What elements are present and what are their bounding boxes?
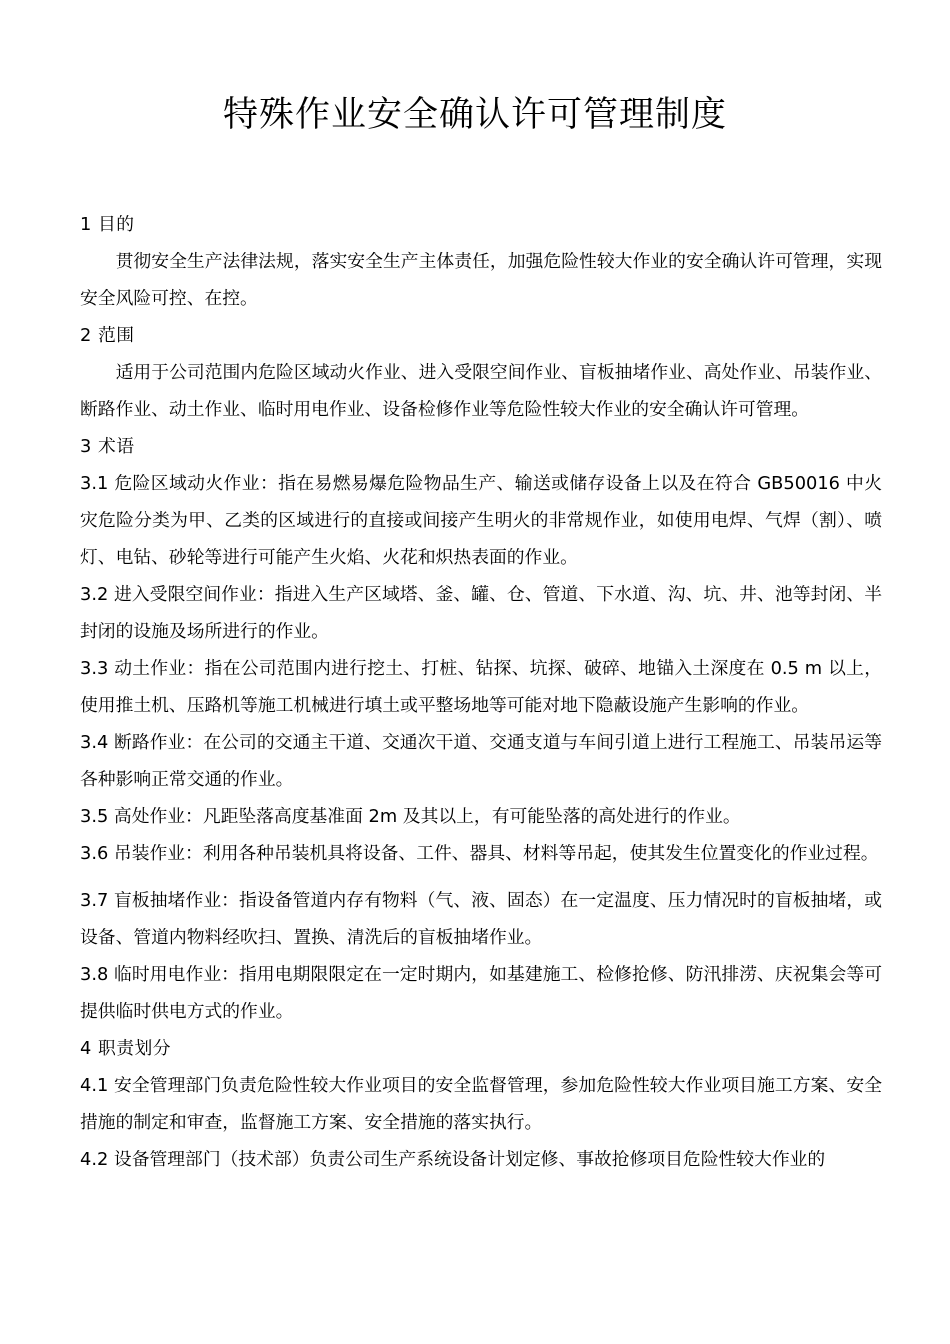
term-3-1: 3.1 危险区域动火作业：指在易燃易爆危险物品生产、输送或储存设备上以及在符合 GB50016 中火灾危险分类为甲、乙类的区域进行的直接或间接产生明火的非常规作业，如使用电焊、气焊（割）、喷灯、电钻、砂轮等进行可能产生火焰、火花和炽热表面的作业。 xyxy=(80,473,882,568)
term-3-7: 3.7 盲板抽堵作业：指设备管道内存有物料（气、液、固态）在一定温度、压力情况时的盲板抽堵，或设备、管道内物料经吹扫、置换、清洗后的盲板抽堵作业。 xyxy=(80,890,882,948)
section-heading-terms: 3 术语 xyxy=(80,436,135,457)
paragraph-purpose: 贯彻安全生产法律法规，落实安全生产主体责任，加强危险性较大作业的安全确认许可管理，实现安全风险可控、在控。 xyxy=(80,251,882,309)
term-3-6: 3.6 吊装作业：利用各种吊装机具将设备、工件、器具、材料等吊起，使其发生位置变化的作业过程。 xyxy=(80,843,879,864)
term-3-2: 3.2 进入受限空间作业：指进入生产区域塔、釜、罐、仓、管道、下水道、沟、坑、井、池等封闭、半封闭的设施及场所进行的作业。 xyxy=(80,584,882,642)
document-body xyxy=(80,206,882,1178)
term-3-3: 3.3 动土作业：指在公司范围内进行挖土、打桩、钻探、坑探、破碎、地锚入土深度在 0.5 m 以上，使用推土机、压路机等施工机械进行填土或平整场地等可能对地下隐蔽设施产生影响的作业。 xyxy=(80,658,882,716)
document-title: 特殊作业安全确认许可管理制度 xyxy=(222,95,727,135)
paragraph-scope: 适用于公司范围内危险区域动火作业、进入受限空间作业、盲板抽堵作业、高处作业、吊装作业、断路作业、动土作业、临时用电作业、设备检修作业等危险性较大作业的安全确认许可管理。 xyxy=(80,362,882,420)
term-3-5: 3.5 高处作业：凡距坠落高度基准面 2m 及其以上，有可能坠落的高处进行的作业。 xyxy=(80,806,741,827)
section-heading-responsibilities: 4 职责划分 xyxy=(80,1038,172,1059)
section-heading-scope: 2 范围 xyxy=(80,325,135,346)
term-3-4: 3.4 断路作业：在公司的交通主干道、交通次干道、交通支道与车间引道上进行工程施工、吊装吊运等各种影响正常交通的作业。 xyxy=(80,732,882,790)
section-heading-purpose: 1 目的 xyxy=(80,214,135,235)
term-3-8: 3.8 临时用电作业：指用电期限限定在一定时期内，如基建施工、检修抢修、防汛排涝、庆祝集会等可提供临时供电方式的作业。 xyxy=(80,964,882,1022)
responsibility-4-2: 4.2 设备管理部门（技术部）负责公司生产系统设备计划定修、事故抢修项目危险性较大作业的 xyxy=(80,1149,826,1170)
responsibility-4-1: 4.1 安全管理部门负责危险性较大作业项目的安全监督管理，参加危险性较大作业项目施工方案、安全措施的制定和审查，监督施工方案、安全措施的落实执行。 xyxy=(80,1075,882,1133)
